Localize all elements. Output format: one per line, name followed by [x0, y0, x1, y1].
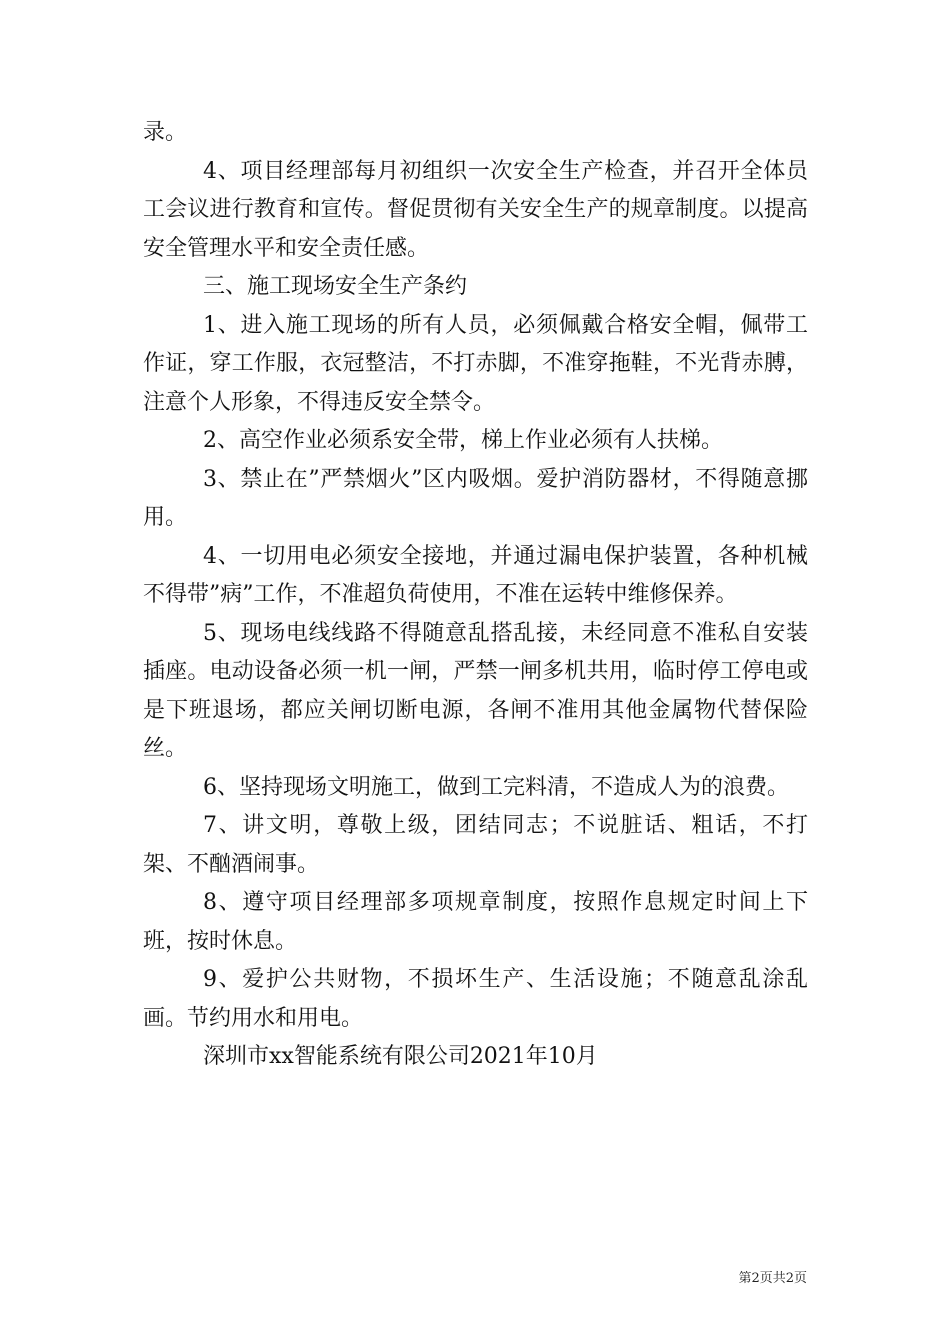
paragraph-continuation: 录。 [143, 120, 188, 145]
rule-item-5: 5、现场电线线路不得随意乱搭乱接，未经同意不准私自安装插座。电动设备必须一机一闸，严禁一闸多机共用，临时停工停电或是下班退场，都应关闸切断电源，各闸不准用其他金属物代替保险丝。 [143, 620, 808, 761]
document-body [143, 114, 808, 1077]
rule-item-4: 4、一切用电必须安全接地，并通过漏电保护装置，各种机械不得带”病”工作，不准超负荷使用，不准在运转中维修保养。 [143, 543, 808, 607]
section-heading-3: 三、施工现场安全生产条约 [203, 274, 468, 299]
page-number: 第2页共2页 [738, 1271, 807, 1286]
rule-item-8: 8、遵守项目经理部多项规章制度，按照作息规定时间上下班，按时休息。 [143, 890, 808, 954]
rule-item-6: 6、坚持现场文明施工，做到工完料清，不造成人为的浪费。 [203, 774, 789, 800]
rule-item-3: 3、禁止在”严禁烟火”区内吸烟。爱护消防器材，不得随意挪用。 [143, 466, 808, 530]
rule-item-9: 9、爱护公共财物，不损坏生产、生活设施；不随意乱涂乱画。节约用水和用电。 [143, 967, 808, 1031]
rule-item-1: 1、进入施工现场的所有人员，必须佩戴合格安全帽，佩带工作证，穿工作服，衣冠整洁，不打赤脚，不准穿拖鞋，不光背赤膊，注意个人形象，不得违反安全禁令。 [143, 312, 808, 415]
rule-item-7: 7、讲文明，尊敬上级，团结同志；不说脏话、粗话，不打架、不酗酒闹事。 [143, 813, 808, 877]
paragraph-item-4-meeting: 4、项目经理部每月初组织一次安全生产检查，并召开全体员工会议进行教育和宣传。督促贯彻有关安全生产的规章制度。以提高安全管理水平和安全责任感。 [143, 158, 808, 261]
signature-line: 深圳市xx智能系统有限公司2021年10月 [203, 1044, 598, 1069]
rule-item-2: 2、高空作业必须系安全带，梯上作业必须有人扶梯。 [203, 428, 723, 453]
